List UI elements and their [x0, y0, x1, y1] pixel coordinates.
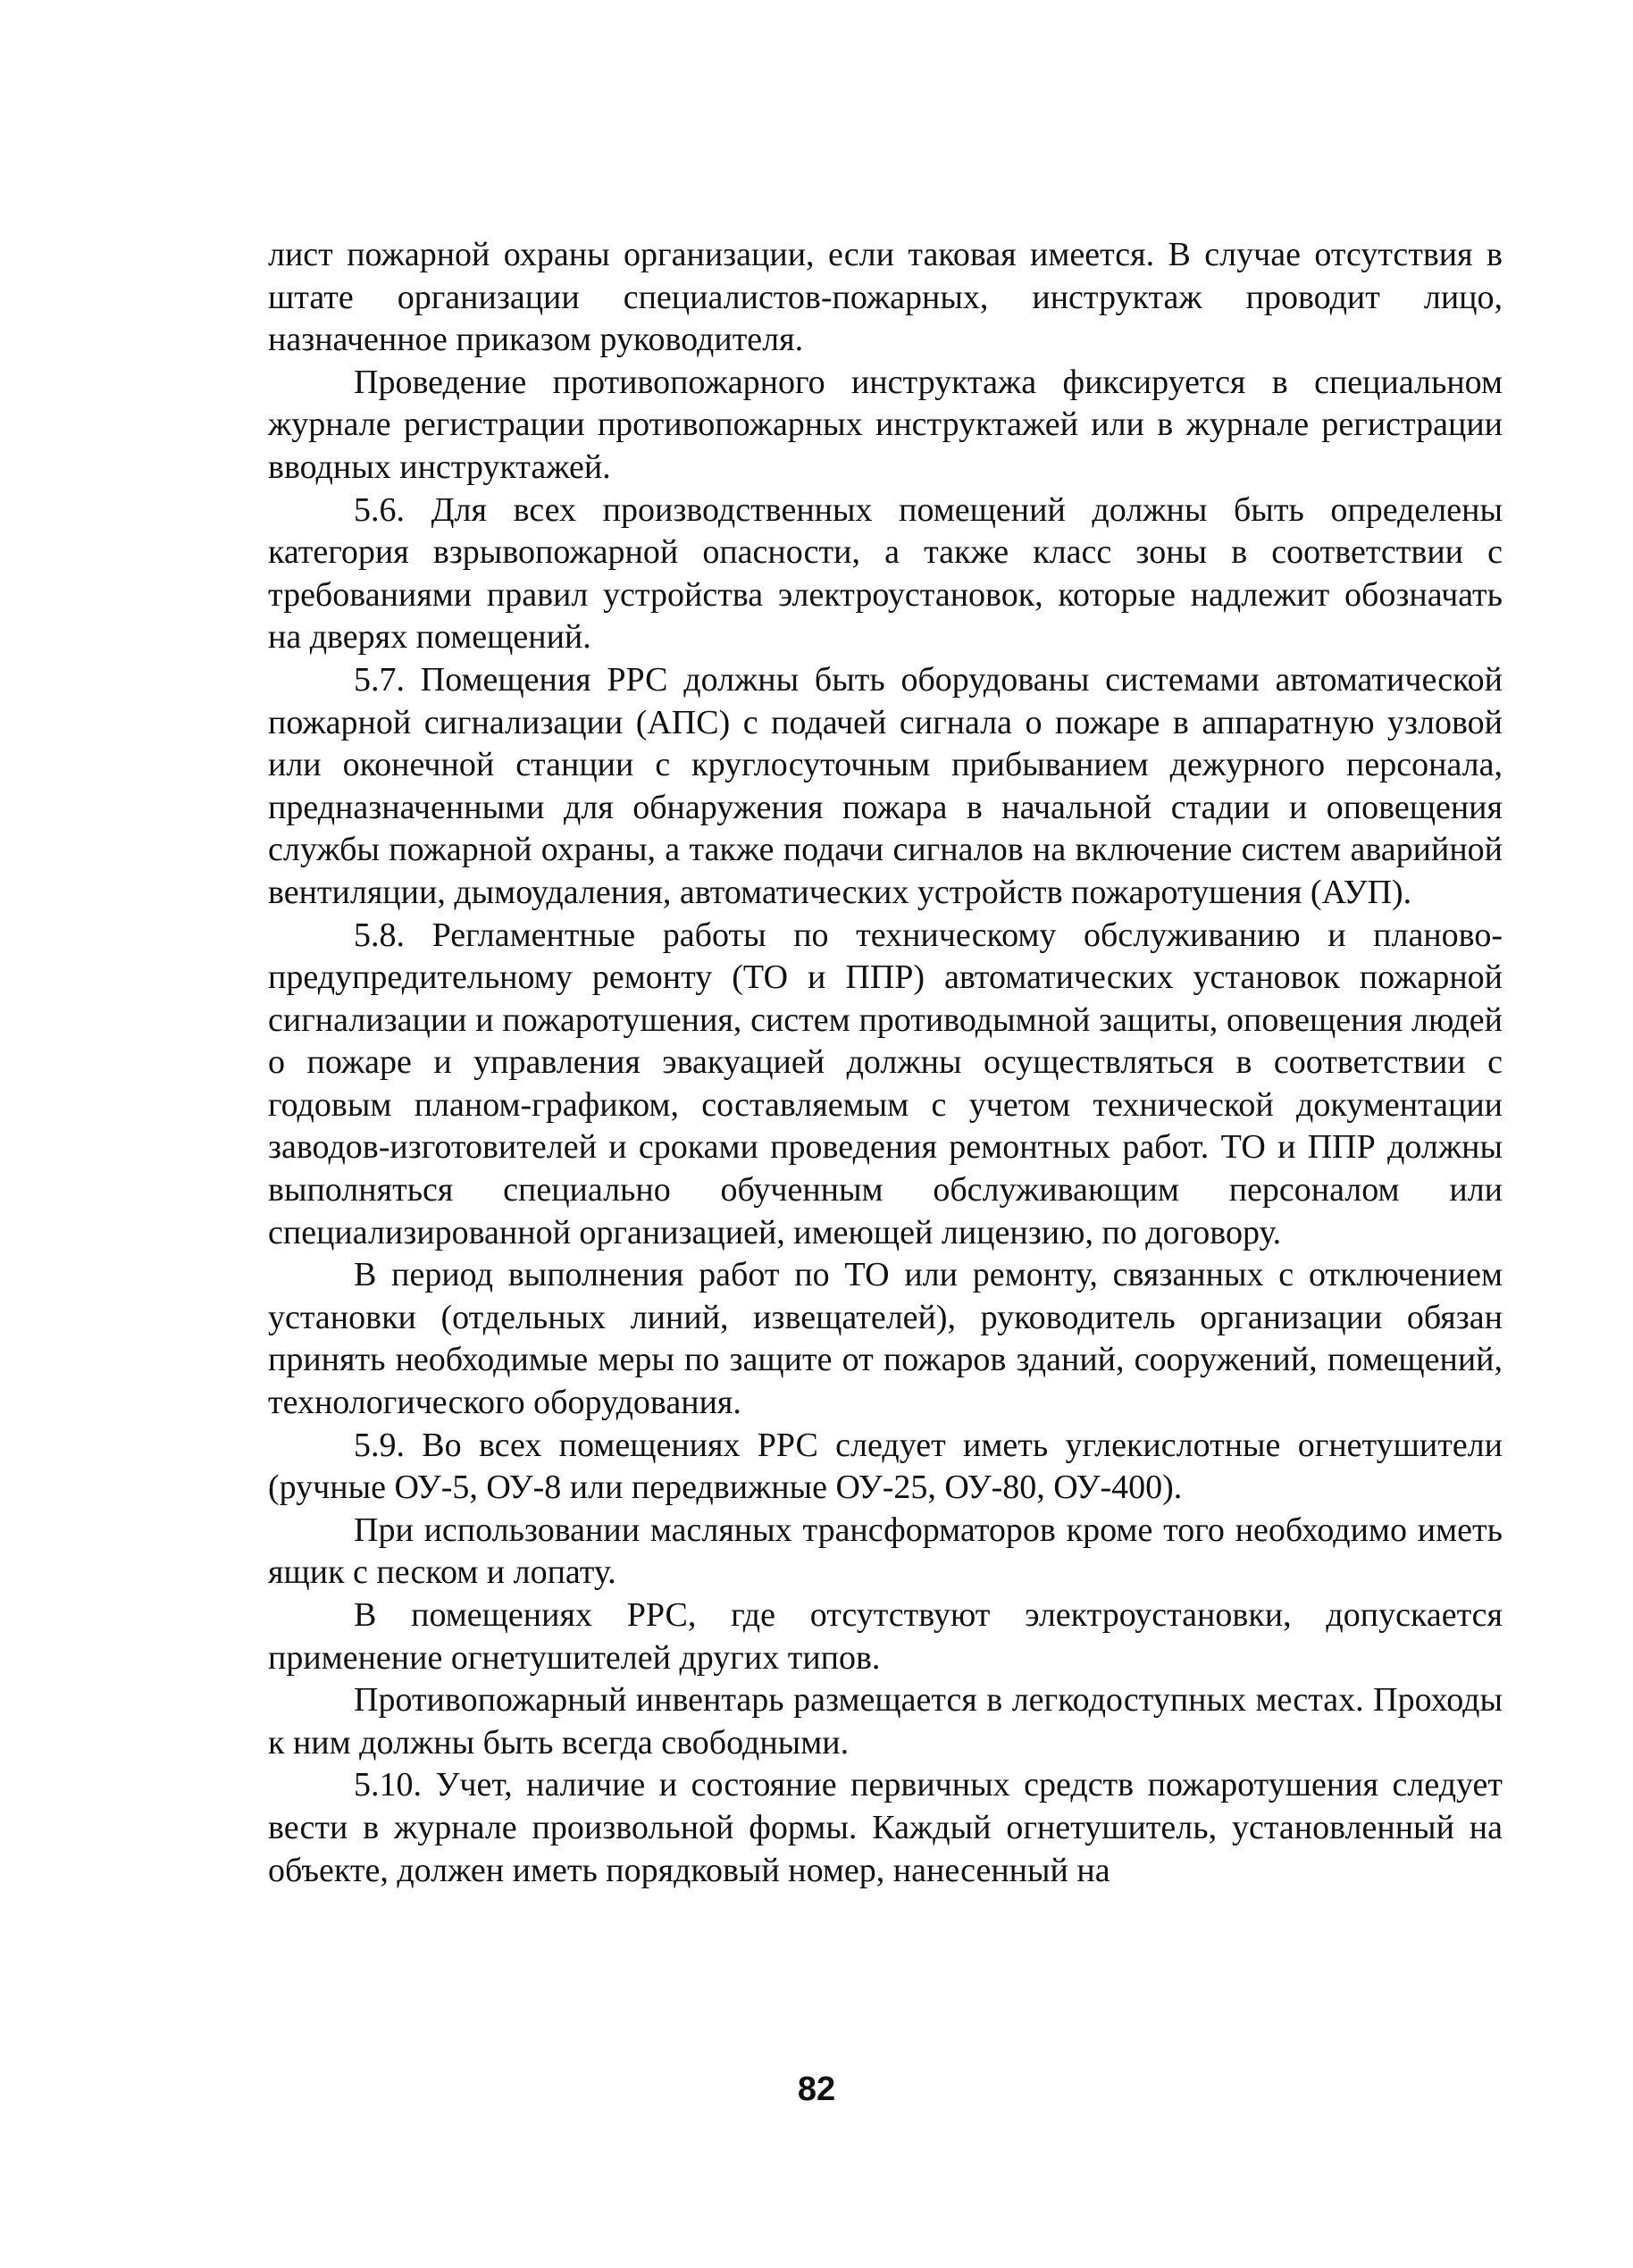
paragraph-oil-transformers: При использовании масляных трансформаторов кроме того необходимо иметь ящик с песком и лопату. [268, 1511, 1503, 1592]
paragraph-1: лист пожарной охраны организации, если таковая имеется. В случае отсутствия в штате организации специалистов-пожарных, инструктаж проводит лицо, назначенное приказом руководителя. [268, 236, 1503, 359]
paragraph-maintenance-period: В период выполнения работ по ТО или ремонту, связанных с отключением установки (отдельных линий, извещателей), руководитель организации обязан принять необходимые меры по защите от пожаров зданий, сооружений, помещений, технологического оборудования. [268, 1256, 1503, 1422]
paragraph-fire-inventory: Противопожарный инвентарь размещается в легкодоступных местах. Проходы к ним должны быть всегда свободными. [268, 1681, 1503, 1762]
paragraph-5-7: 5.7. Помещения РРС должны быть оборудованы системами автоматической пожарной сигнализации (АПС) с подачей сигнала о пожаре в аппаратную узловой или оконечной станции с круглосуточным прибыванием дежурного персонала, предназначенными для обнаружения пожара в начальной стадии и оповещения службы пожарной охраны, а также подачи сигналов на включение систем аварийной вентиляции, дымоудаления, автоматических устройств пожаротушения (АУП). [268, 660, 1503, 911]
paragraph-other-extinguishers: В помещениях РРС, где отсутствуют электроустановки, допускается применение огнетушителей других типов. [268, 1596, 1503, 1677]
paragraph-5-9: 5.9. Во всех помещениях РРС следует иметь углекислотные огнетушители (ручные ОУ-5, ОУ-8 или передвижные ОУ-25, ОУ-80, ОУ-400). [268, 1426, 1503, 1507]
page-text-body [268, 234, 1503, 1892]
page-number: 82 [797, 2071, 836, 2108]
paragraph-2: Проведение противопожарного инструктажа фиксируется в специальном журнале регистрации противопожарных инструктажей или в журнале регистрации вводных инструктажей. [268, 363, 1503, 486]
paragraph-5-10: 5.10. Учет, наличие и состояние первичных средств пожаротушения следует вести в журнале произвольной формы. Каждый огнетушитель, установленный на объекте, должен иметь порядковый номер, нанесенный на [268, 1766, 1503, 1889]
paragraph-5-8: 5.8. Регламентные работы по техническому обслуживанию и планово-предупредительному ремонту (ТО и ППР) автоматических установок пожарной сигнализации и пожаротушения, систем противодымной защиты, оповещения людей о пожаре и управления эвакуацией должны осуществляться в соответствии с годовым планом-графиком, составляемым с учетом технической документации заводов-изготовителей и сроками проведения ремонтных работ. ТО и ППР должны выполняться специально обученным обслуживающим персоналом или специализированной организацией, имеющей лицензию, по договору. [268, 916, 1503, 1251]
paragraph-5-6: 5.6. Для всех производственных помещений должны быть определены категория взрывопожарной опасности, а также класс зоны в соответствии с требованиями правил устройства электроустановок, которые надлежит обозначать на дверях помещений. [268, 490, 1503, 657]
